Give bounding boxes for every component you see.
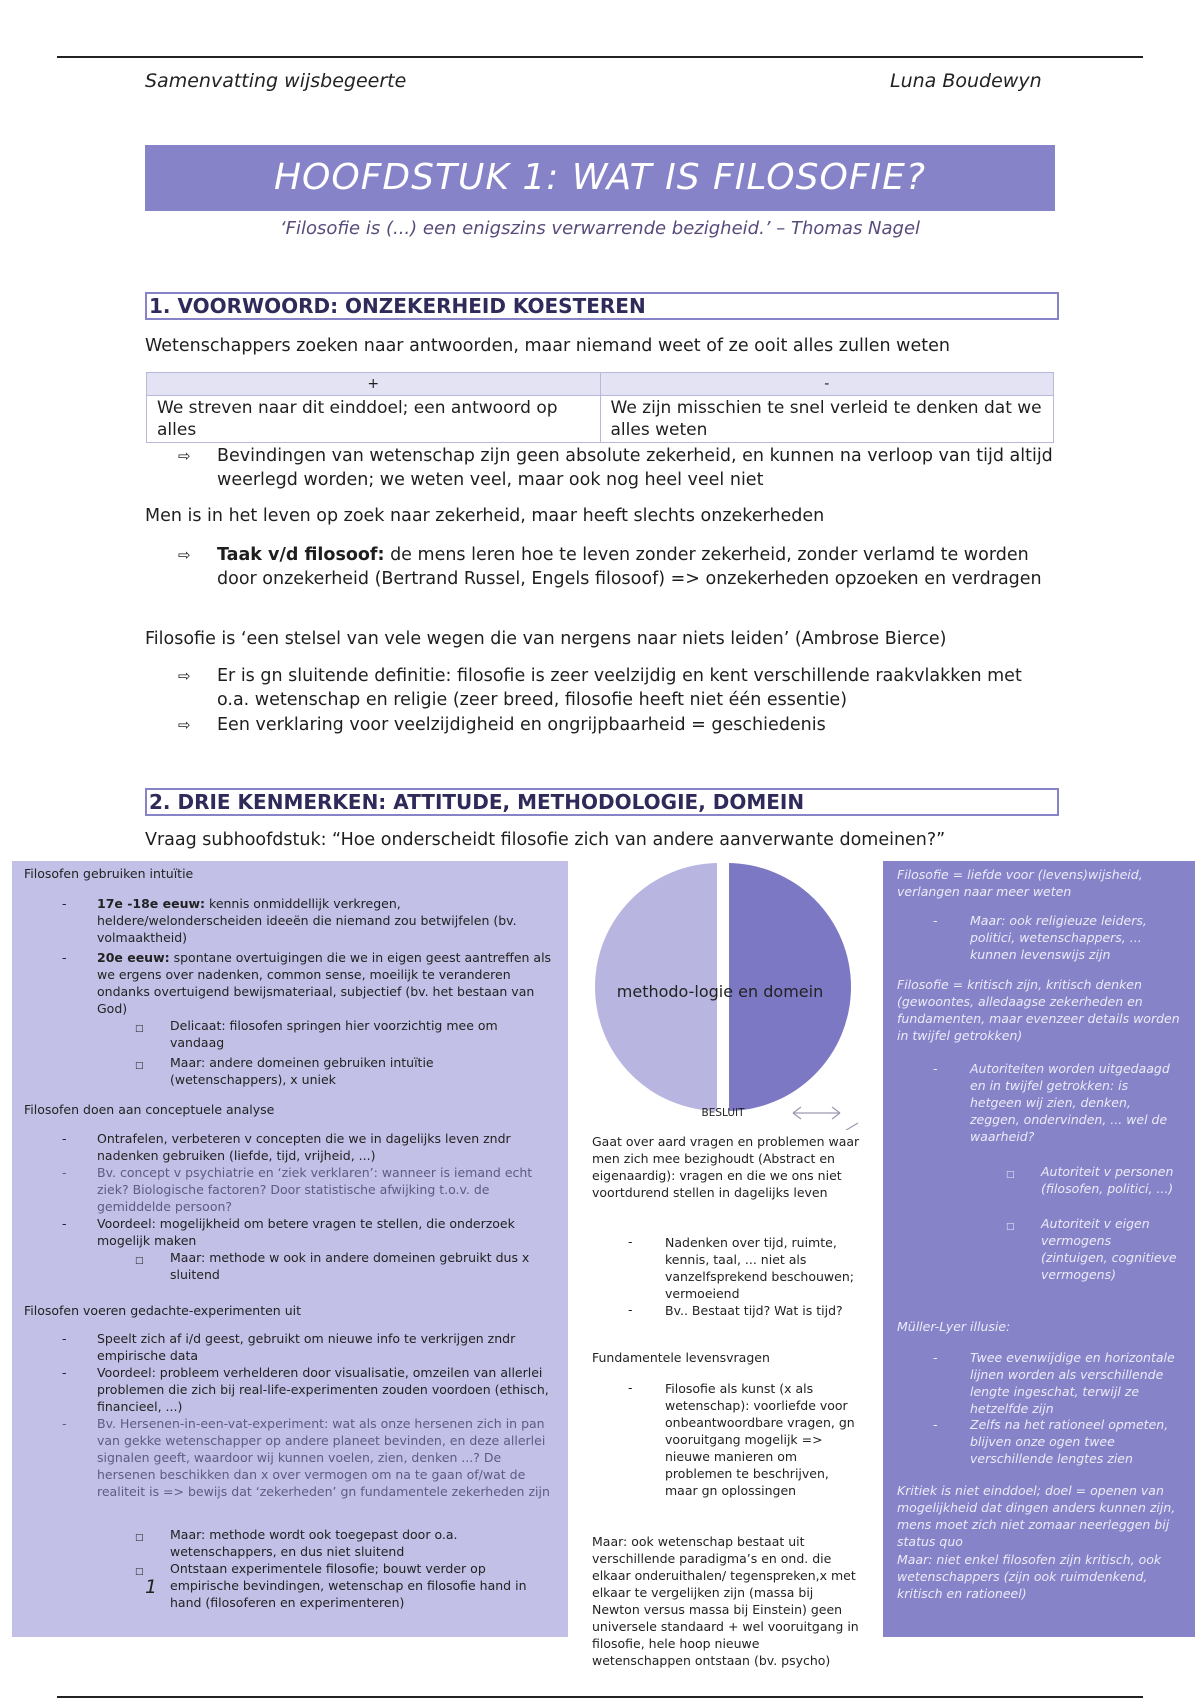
- left-item-20e-eeuw: 20e eeuw: spontane overtuigingen die we in eigen geest aantreffen als we ergens over nadenken, common sense, moeilijk te veranderen ondanks overtuigend bewijsmateriaal, subjectief (bv. het bestaan van God): [97, 950, 552, 1016]
- left-item-visualisatie: Voordeel: probleem verhelderen door visualisatie, omzeilen van allerlei problemen die zich bij real-life-experimenten zouden voordoen (ethisch, financieel, ...): [97, 1365, 549, 1414]
- bullet-wetenschap: ⇨ Bevindingen van wetenschap zijn geen absolute zekerheid, en kunnen na verloop van tijd altijd weerlegd worden; we weten veel, maar ook nog heel veel niet: [178, 446, 1053, 490]
- right-kritisch: Filosofie = kritisch zijn, kritisch denken (gewoontes, alledaagse zekerheden en fundamenten, maar evenzeer details worden in twijfel getrokken): [897, 977, 1180, 1043]
- right-panel: Filosofie = liefde voor (levens)wijsheid, verlangen naar meer weten - Maar: ook religieuze leiders, politici, wetenschappers, ... kunnen levenswijs zijn Filosofie = kritisch zijn, kritisch denken (gewoontes, alledaagse zekerheden en fundamenten, maar evenzeer details worden in twijfel getrokken) - Autoriteiten worden uitgedaagd en in twijfel getrokken: is hetgeen wij zien, denken, zeggen, ondervinden, ... wel de waarheid? □ Autoriteit v personen (filosofen, politici, ...) □ Autoriteit v eigen vermogens (zintuigen, cognitieve vermogens) Müller-Lyer illusie: - Twee evenwijdige en horizontale lijnen worden als verschillende lengte ingeschat, terwijl ze hetzelfde zijn - Zelfs na het rationeel opmeten, blijven onze ogen twee verschillende lengtes zien Kritiek is niet einddoel; doel = openen van mogelijkheid dat dingen anders kunnen zijn, mens moet zich niet zomaar neerleggen bij status quo Maar: niet enkel filosofen zijn kritisch, ook wetenschappers (zijn ook ruimdenkend, kritisch en rationeel): [883, 861, 1195, 1637]
- left-panel: Filosofen gebruiken intuïtie - 17e -18e eeuw: kennis onmiddellijk verkregen, heldere/welonderscheiden ideeën die niemand zou betwijfelen (bv. volmaaktheid) - 20e eeuw: spontane overtuigingen die we in eigen geest aantreffen als we ergens over nadenken, common sense, moeilijk te veranderen ondanks overtuigend bewijsmateriaal, subjectief (bv. het bestaan van God) □ Delicaat: filosofen springen hier voorzichtig mee om vandaag □ Maar: andere domeinen gebruiken intuïtie (wetenschappers), x uniek Filosofen doen aan conceptuele analyse - Ontrafelen, verbeteren v concepten die we in dagelijks leven zndr nadenken gebruiken (liefde, tijd, vrijheid, ...) - Bv. concept v psychiatrie en ‘ziek verklaren’: wanneer is iemand echt ziek? Biologische factoren? Door statistische afwijking t.o.v. de gemiddelde persoon? - Voordeel: mogelijkheid om betere vragen te stellen, die onderzoek mogelijk maken □ Maar: methode w ook in andere domeinen gebruikt dus x sluitend Filosofen voeren gedachte-experimenten uit - Speelt zich af i/d geest, gebruikt om nieuwe info te verkrijgen zndr empirische data - Voordeel: probleem verhelderen door visualisatie, omzeilen van allerlei problemen die zich bij real-life-experimenten zouden voordoen (ethisch, financieel, ...) - Bv. Hersenen-in-een-vat-experiment: wat als onze hersenen zich in pan van gekke wetenschapper op andere planeet bevinden, en deze allerlei signalen geeft, waardoor wij kunnen voelen, zien, denken ...? De hersenen beschikken dan x over vermogen om na te gaan of/wat de realiteit is => bewijs dat ‘zekerheden’ gn fundamentele zekerheden zijn □ Maar: methode wordt ook toegepast door o.a. wetenschappers, en dus niet sluitend □ Ontstaan experimentele filosofie; bouwt verder op empirische bevindingen, wetenschap en filosofie hand in hand (filosoferen en experimenteren) 1: [12, 861, 568, 1637]
- left-heading-gedachte: Filosofen voeren gedachte-experimenten uit: [24, 1303, 302, 1318]
- right-sub-personen: Autoriteit v personen (filosofen, politici, ...): [1041, 1164, 1174, 1196]
- right-kritiek: Kritiek is niet einddoel; doel = openen van mogelijkheid dat dingen anders kunnen zijn, mens moet zich niet zomaar neerleggen bij status quo: [897, 1483, 1176, 1549]
- arrow-icon: ⇨: [178, 667, 191, 685]
- right-item-opmeten: Zelfs na het rationeel opmeten, blijven onze ogen twee verschillende lengtes zien: [970, 1417, 1169, 1466]
- left-sub-intuitie: Maar: andere domeinen gebruiken intuïtie (wetenschappers), x uniek: [170, 1055, 434, 1087]
- middle-aard-vragen: Gaat over aard vragen en problemen waar men zich mee bezighoudt (Abstract en eigenaardig): vragen en die we ons niet voortdurend stellen in dagelijks leven: [592, 1134, 860, 1200]
- chapter-quote: ‘Filosofie is (...) een enigszins verwarrende bezigheid.’ – Thomas Nagel: [279, 218, 921, 239]
- arrow-icon: ⇨: [178, 447, 191, 465]
- page-number: 1: [145, 1576, 158, 1598]
- right-item-lijnen: Twee evenwijdige en horizontale lijnen worden als verschillende lengte ingeschat, terwijl ze hetzelfde zijn: [970, 1350, 1175, 1416]
- section1-intro: Wetenschappers zoeken naar antwoorden, maar niemand weet of ze ooit alles zullen weten: [145, 336, 950, 356]
- left-item-psychiatrie: Bv. concept v psychiatrie en ‘ziek verklaren’: wanneer is iemand echt ziek? Biologische factoren? Door statistische afwijking t.o.v. de gemiddelde persoon?: [97, 1165, 533, 1214]
- right-muller-lyer: Müller-Lyer illusie:: [897, 1319, 1011, 1334]
- left-item-ontrafelen: Ontrafelen, verbeteren v concepten die we in dagelijks leven zndr nadenken gebruiken (liefde, tijd, vrijheid, ...): [97, 1131, 511, 1163]
- section2-question: Vraag subhoofdstuk: “Hoe onderscheidt filosofie zich van andere aanverwante domeinen?”: [145, 830, 946, 850]
- section1-heading: 1. VOORWOORD: ONZEKERHEID KOESTEREN: [145, 292, 1059, 320]
- line-zekerheid: Men is in het leven op zoek naar zekerheid, maar heeft slechts onzekerheden: [145, 506, 825, 526]
- plus-cell: We streven naar dit einddoel; een antwoord op alles: [147, 396, 601, 443]
- bottom-rule: [57, 1696, 1143, 1698]
- chevron-left-icon: [843, 1123, 858, 1130]
- right-wetenschappers: Maar: niet enkel filosofen zijn kritisch, ook wetenschappers (zijn ook ruimdenkend, kritisch en rationeel): [897, 1552, 1162, 1601]
- right-liefde: Filosofie = liefde voor (levens)wijsheid, verlangen naar meer weten: [897, 867, 1143, 899]
- left-sub-experimenteel: Ontstaan experimentele filosofie; bouwt verder op empirische bevindingen, wetenschap en filosofie hand in hand (filosoferen en experimenteren): [170, 1561, 527, 1610]
- middle-item-tijd-ruimte: Nadenken over tijd, ruimte, kennis, taal, ... niet als vanzelfsprekend beschouwen; vermoeiend: [665, 1235, 854, 1301]
- line-bierce: Filosofie is ‘een stelsel van vele wegen die van nergens naar niets leiden’ (Ambrose Bierce): [145, 629, 947, 649]
- header-right: Luna Boudewyn: [890, 70, 1042, 92]
- left-sub-delicaat: Delicaat: filosofen springen hier voorzichtig mee om vandaag: [170, 1018, 498, 1050]
- minus-cell: We zijn misschien te snel verleid te denken dat we alles weten: [600, 396, 1054, 443]
- right-item-autoriteiten: Autoriteiten worden uitgedaagd en in twijfel getrokken: is hetgeen wij zien, denken, zeggen, ondervinden, ... wel de waarheid?: [970, 1061, 1170, 1144]
- plus-minus-table: [146, 372, 1054, 443]
- right-item-levenswijs: Maar: ook religieuze leiders, politici, wetenschappers, ... kunnen levenswijs zijn: [970, 913, 1147, 962]
- left-heading-conceptueel: Filosofen doen aan conceptuele analyse: [24, 1102, 275, 1117]
- right-sub-vermogens: Autoriteit v eigen vermogens (zintuigen, cognitieve vermogens): [1041, 1216, 1177, 1282]
- chapter-title: HOOFDSTUK 1: WAT IS FILOSOFIE?: [145, 145, 1055, 211]
- header-left: Samenvatting wijsbegeerte: [145, 70, 407, 92]
- middle-item-tijd: Bv.. Bestaat tijd? Wat is tijd?: [665, 1303, 843, 1318]
- left-item-geest: Speelt zich af i/d geest, gebruikt om nieuwe info te verkrijgen zndr empirische data: [97, 1331, 516, 1363]
- arrow-icon: ⇨: [178, 716, 191, 734]
- bullet-definitie: ⇨ Er is gn sluitende definitie: filosofie is zeer veelzijdig en kent verschillende raakvlakken met o.a. wetenschap en religie (zeer breed, filosofie heeft niet één essentie): [178, 666, 1022, 710]
- section2-heading: 2. DRIE KENMERKEN: ATTITUDE, METHODOLOGIE, DOMEIN: [145, 788, 1059, 816]
- double-arrow-icon: [793, 1107, 840, 1119]
- bullet-geschiedenis: ⇨ Een verklaring voor veelzijdigheid en ongrijpbaarheid = geschiedenis: [178, 715, 826, 735]
- left-item-hersenen: Bv. Hersenen-in-een-vat-experiment: wat als onze hersenen zich in pan van gekke wetenschapper op andere planeet bevinden, en deze allerlei signalen geeft, waardoor wij kunnen voelen, zien, denken ...? De hersenen beschikken dan x over vermogen om na te gaan of/wat de realiteit is => bewijs dat ‘zekerheden’ gn fundamentele zekerheden zijn: [97, 1416, 550, 1499]
- left-sub-methode: Maar: methode w ook in andere domeinen gebruikt dus x sluitend: [170, 1250, 530, 1282]
- left-item-17e-eeuw: 17e -18e eeuw: kennis onmiddellijk verkregen, heldere/welonderscheiden ideeën die niemand zou betwijfelen (bv. volmaaktheid): [97, 896, 517, 945]
- middle-item-kunst: Filosofie als kunst (x als wetenschap): voorliefde voor onbeantwoordbare vragen, gn vooruitgang mogelijk => nieuwe manieren om problemen te beschrijven, maar gn oplossingen: [665, 1381, 855, 1498]
- top-rule: [57, 56, 1143, 58]
- left-heading-intuitie: Filosofen gebruiken intuïtie: [24, 866, 194, 881]
- diagram-bottom-label: BESLUIT: [701, 1107, 745, 1119]
- minus-header: -: [600, 373, 1054, 396]
- left-sub-toegepast: Maar: methode wordt ook toegepast door o.a. wetenschappers, en dus niet sluitend: [170, 1527, 458, 1559]
- plus-header: +: [147, 373, 601, 396]
- bullet-taak: ⇨ Taak v/d filosoof: de mens leren hoe te leven zonder zekerheid, zonder verlamd te worden door onzekerheid (Bertrand Russel, Engels filosoof) => onzekerheden opzoeken en verdragen: [178, 545, 1042, 589]
- middle-paradigmas: Maar: ook wetenschap bestaat uit verschillende paradigma’s en ond. die elkaar onderuithalen/ tegenspreken,x met elkaar te vergelijken zijn (massa bij Newton versus massa bij Einstein) geen universele standaard + wel vooruitgang in filosofie, hele hoop nieuwe wetenschappen ontstaan (bv. psycho): [592, 1534, 859, 1668]
- middle-heading-levensvragen: Fundamentele levensvragen: [592, 1350, 770, 1365]
- venn-diagram: [585, 860, 875, 1130]
- diagram-label: methodo-logie en domein: [616, 982, 824, 1001]
- arrow-icon: ⇨: [178, 546, 191, 564]
- left-item-voordeel: Voordeel: mogelijkheid om betere vragen te stellen, die onderzoek mogelijk maken: [97, 1216, 515, 1248]
